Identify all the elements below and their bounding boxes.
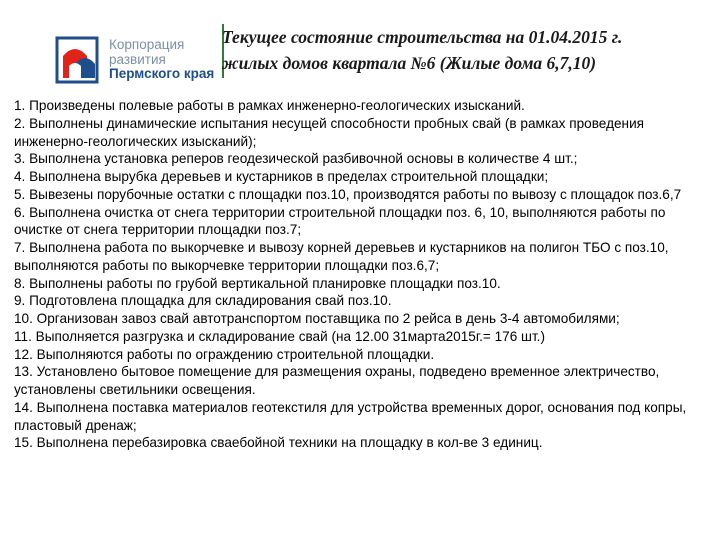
list-item: 9. Подготовлена площадка для складирования свай поз.10. — [14, 293, 392, 309]
logo-mark-icon — [55, 34, 103, 86]
list-item: 4. Выполнена вырубка деревьев и кустарников в пределах строительной площадки; — [14, 169, 549, 184]
logo-text — [109, 38, 214, 82]
list-item: 5. Вывезены порубочные остатки с площадки поз.10, производятся работы по вывозу с площадок поз.6,7 — [14, 186, 682, 202]
list-item: 2. Выполнены динамические испытания несущей способности пробных свай (в рамках проведения инженерно-геологических изысканий); — [14, 115, 645, 149]
list-item: 3. Выполнена установка реперов геодезической разбивочной основы в количестве 4 шт.; — [14, 151, 578, 167]
work-status-list — [14, 97, 709, 452]
list-item: 13. Установлено бытовое помещение для размещения охраны, подведено временное электричество, установлены светильники освещения. — [14, 364, 660, 397]
logo-line-2: развития — [109, 51, 166, 67]
list-item: 8. Выполнены работы по грубой вертикальной планировке площадки поз.10. — [14, 275, 501, 291]
list-item: 12. Выполняются работы по ограждению строительной площадки. — [14, 346, 435, 362]
page-title — [222, 24, 702, 76]
list-item: 1. Произведены полевые работы в рамках инженерно-геологических изысканий. — [14, 98, 525, 113]
list-item: 11. Выполняется разгрузка и складирование свай (на 12.00 31марта2015г.= 176 шт.) — [14, 328, 545, 344]
title-line-1: Текущее состояние строительства на 01.04.2015 г. — [222, 27, 623, 47]
corporation-logo — [55, 34, 214, 86]
logo-line-3: Пермского края — [109, 66, 215, 81]
list-item: 14. Выполнена поставка материалов геотекстиля для устройства временных дорог, основания под копры, пластовый дренаж; — [14, 399, 687, 433]
list-item: 15. Выполнена перебазировка сваебойной техники на площадку в кол-ве 3 единиц. — [14, 435, 543, 451]
title-line-2: жилых домов квартала №6 (Жилые дома 6,7,10) — [222, 53, 597, 73]
list-item: 6. Выполнена очистка от снега территории строительной площадки поз. 6, 10, выполняются работы по очистке от снега территории площадки поз.7; — [14, 204, 666, 238]
list-item: 10. Организован завоз свай автотранспортом поставщика по 2 рейса в день 3-4 автомобилями; — [14, 311, 620, 326]
logo-line-1: Корпорация — [109, 37, 185, 52]
list-item: 7. Выполнена работа по выкорчевке и вывозу корней деревьев и кустарников на полигон ТБО с поз.10, выполняются работы по выкорчевке территории площадки поз.6,7; — [14, 240, 669, 273]
